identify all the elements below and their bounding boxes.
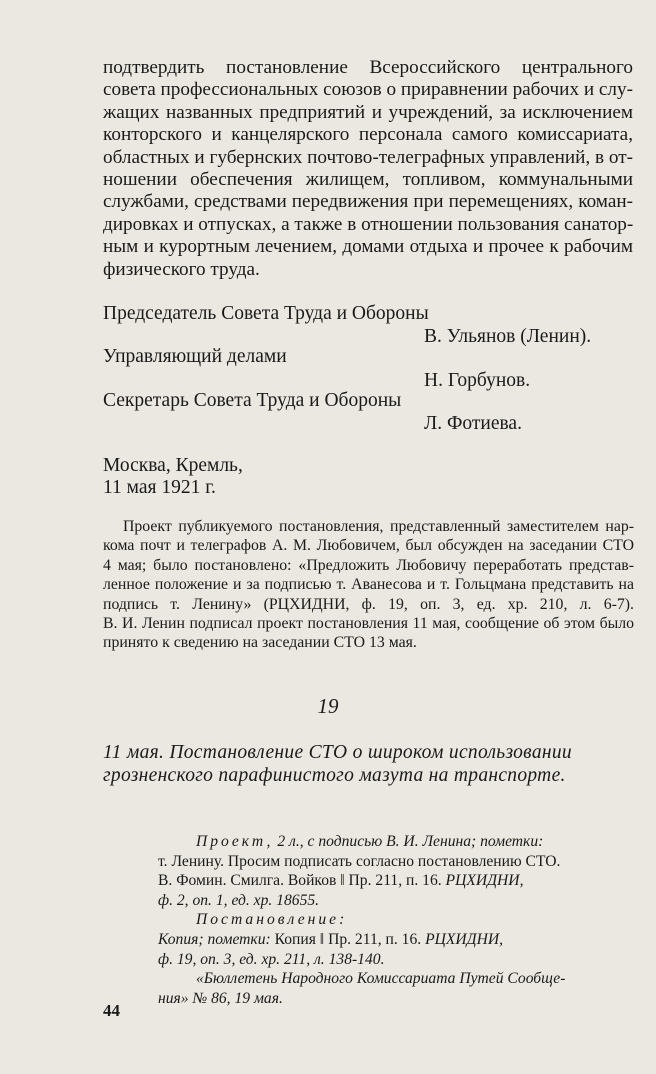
note-line: Проект публикуемого постановления, представленный заместителем нар- — [123, 518, 634, 535]
archive-text: Копия ‖ Пр. 211, п. 16. — [270, 930, 426, 948]
draft-desc: 2 л., с подписью В. И. Ленина; пометки: — [273, 833, 544, 850]
archive-line: ф. 2, оп. 1, ед. хр. 18655. — [158, 891, 320, 909]
text-line: совета профессиональных союзов о приравнении рабочих и слу- — [103, 79, 633, 101]
document-number: 19 — [317, 694, 339, 718]
archive-line — [158, 910, 632, 930]
secretary-title: Секретарь Совета Труда и Обороны — [103, 390, 402, 411]
archive-line — [158, 832, 632, 852]
archive-name: РЦХИДНИ, — [445, 872, 524, 890]
page-number: 44 — [103, 1001, 120, 1020]
date: 11 мая 1921 г. — [103, 477, 216, 498]
document-title — [103, 742, 633, 787]
note-line: 4 мая; было постановлено: «Предложить Любовичу переработать представ- — [103, 556, 634, 574]
editorial-note — [103, 517, 634, 653]
manager-name: Н. Горбунов. — [424, 370, 531, 391]
note-line: В. И. Ленин подписал проект постановления 11 мая, сообщение об этом было — [103, 615, 634, 633]
chair-name: В. Ульянов (Ленин). — [424, 326, 592, 347]
note-line: ленное положение и за подписью т. Аванесова и т. Гольцмана представить на — [103, 576, 634, 594]
draft-label: Проект, — [196, 833, 274, 850]
text-line: конторского и канцелярского персонала самого комиссариата, — [103, 124, 633, 146]
text-line: жащих названных предприятий и учреждений, за исключением — [103, 101, 633, 123]
note-line: кома почт и телеграфов А. М. Любовичем, был обсужден на заседании СТО — [103, 537, 634, 555]
archive-text: В. Фомин. Смилга. Войков ‖ Пр. 211, п. 16. — [158, 872, 446, 890]
chair-title: Председатель Совета Труда и Обороны — [103, 303, 429, 324]
resolution-label: Постановление: — [196, 911, 348, 929]
text-line: физического труда. — [103, 258, 260, 280]
note-line: подпись т. Ленину» (РЦХИДНИ, ф. 19, оп. 3, ед. хр. 210, л. 6-7). — [103, 595, 634, 613]
archive-line: «Бюллетень Народного Комиссариата Путей Сообще- — [196, 970, 566, 988]
manager-title: Управляющий делами — [103, 346, 287, 367]
archive-line — [158, 871, 632, 891]
note-line: принято к сведению на заседании СТО 13 мая. — [103, 634, 417, 652]
text-line: подтвердить постановление Всероссийского центрального — [103, 57, 633, 78]
title-line: грозненского парафинистого мазута на транспорте. — [103, 764, 566, 786]
archive-line — [158, 930, 632, 950]
archive-line: ния» № 86, 19 мая. — [158, 989, 283, 1007]
archive-line: ф. 19, оп. 3, ед. хр. 211, л. 138-140. — [158, 950, 385, 968]
text-line: ным и курортным лечением, домами отдыха и прочее к рабочим — [103, 236, 633, 258]
archive-name: РЦХИДНИ, — [425, 930, 503, 948]
text-line: дировках и отпусках, а также в отношении пользования санатор- — [103, 213, 634, 235]
archive-line: т. Ленину. Просим подписать согласно постановлению СТО. — [158, 852, 561, 870]
copy-label: Копия; пометки: — [158, 930, 271, 948]
text-line: областных и губернских почтово-телеграфных управлений, в от- — [103, 146, 633, 168]
archive-references — [158, 832, 632, 1008]
place: Москва, Кремль, — [103, 455, 243, 476]
title-line: 11 мая. Постановление СТО о широком использовании — [103, 742, 572, 763]
text-line: службами, средствами передвижения при перемещениях, коман- — [103, 191, 633, 213]
secretary-name: Л. Фотиева. — [424, 413, 522, 434]
main-paragraph — [103, 57, 633, 281]
text-line: ношении обеспечения жилищем, топливом, коммунальными — [103, 169, 633, 191]
